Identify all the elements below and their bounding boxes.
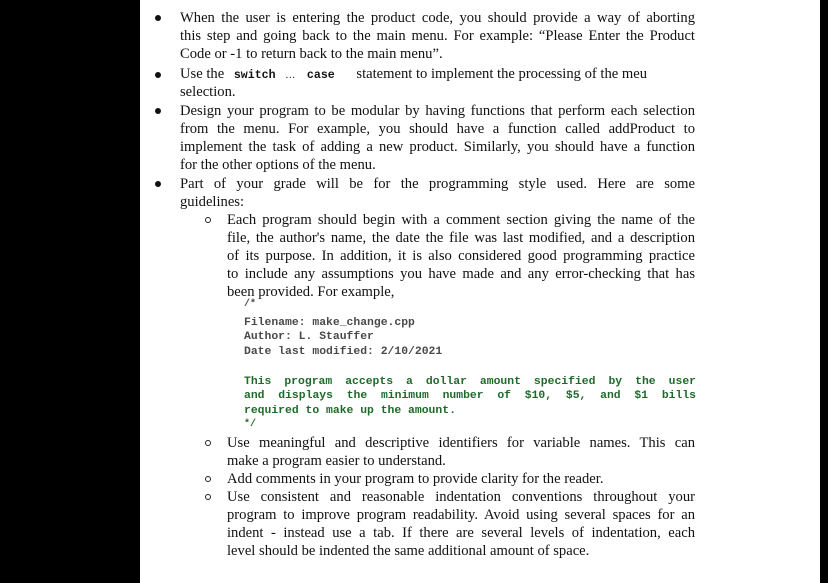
- ellipsis: …: [285, 70, 296, 81]
- sub-bullet-1-line-2: file, the author's name, the date the file was last modified, and a description: [227, 230, 695, 246]
- code-comment-close: */: [244, 419, 257, 430]
- code-comment-open: /*: [244, 299, 257, 310]
- bullet-3-line-3: implement the task of adding a new product. Similarly, you should have a function: [180, 139, 695, 155]
- bullet-dot: [155, 181, 161, 187]
- bullet-2-suffix: statement to implement the processing of the meu: [356, 66, 647, 82]
- bullet-2-prefix: Use the: [180, 66, 225, 82]
- sub-bullet-2-line-1: Use meaningful and descriptive identifiers for variable names. This can: [227, 435, 695, 451]
- bullet-dot: [155, 15, 161, 21]
- sub-bullet-circle: [205, 494, 211, 500]
- code-desc-line-3: required to make up the amount.: [244, 405, 456, 417]
- bullet-dot: [155, 72, 161, 78]
- bullet-dot: [155, 108, 161, 114]
- code-desc-line-2: and displays the minimum number of $10, $5, and $1 bills: [244, 390, 696, 402]
- sub-bullet-4-line-2: program to improve program readability. Avoid using several spaces for an: [227, 507, 695, 523]
- bullet-1-line-2: this step and going back to the main menu. For example: “Please Enter the Product: [180, 28, 695, 44]
- code-desc-line-1: This program accepts a dollar amount specified by the user: [244, 376, 696, 388]
- bullet-4-line-2: guidelines:: [180, 194, 245, 210]
- switch-keyword: switch: [233, 69, 276, 82]
- sub-bullet-4-line-1: Use consistent and reasonable indentation conventions throughout your: [227, 489, 695, 505]
- sub-bullet-1-line-4: to include any assumptions you have made and any error-checking that has: [227, 266, 695, 282]
- sub-bullet-circle: [205, 476, 211, 482]
- bullet-4-line-1: Part of your grade will be for the programming style used. Here are some: [180, 176, 695, 192]
- sub-bullet-4-line-3: indent - instead use a tab. If there are several levels of indentation, each: [227, 525, 695, 541]
- bullet-2-line-2: selection.: [180, 84, 236, 100]
- code-filename: Filename: make_change.cpp: [244, 317, 415, 329]
- sub-bullet-circle: [205, 217, 211, 223]
- bullet-3-line-2: from the menu. For example, you should have a function called addProduct to: [180, 121, 695, 137]
- sub-bullet-1-line-5: been provided. For example,: [227, 284, 395, 300]
- sub-bullet-2-line-2: make a program easier to understand.: [227, 453, 446, 469]
- sub-bullet-3-line-1: Add comments in your program to provide clarity for the reader.: [227, 471, 604, 487]
- sub-bullet-1-line-3: of its purpose. In addition, it is also considered good programming practice: [227, 248, 695, 264]
- case-keyword: case: [306, 69, 335, 82]
- sub-bullet-1-line-1: Each program should begin with a comment section giving the name of the: [227, 212, 695, 228]
- sub-bullet-4-line-4: level should be indented the same additional amount of space.: [227, 543, 590, 559]
- bullet-2-line-1: [180, 65, 695, 85]
- bullet-3-line-1: Design your program to be modular by having functions that perform each selection: [180, 103, 695, 119]
- bullet-1-line-1: When the user is entering the product code, you should provide a way of aborting: [180, 10, 695, 26]
- code-date: Date last modified: 2/10/2021: [244, 346, 443, 358]
- code-author: Author: L. Stauffer: [244, 331, 374, 343]
- bullet-3-line-4: for the other options of the menu.: [180, 157, 376, 173]
- bullet-1-line-3: Code or -1 to return back to the main menu”.: [180, 46, 443, 62]
- sub-bullet-circle: [205, 440, 211, 446]
